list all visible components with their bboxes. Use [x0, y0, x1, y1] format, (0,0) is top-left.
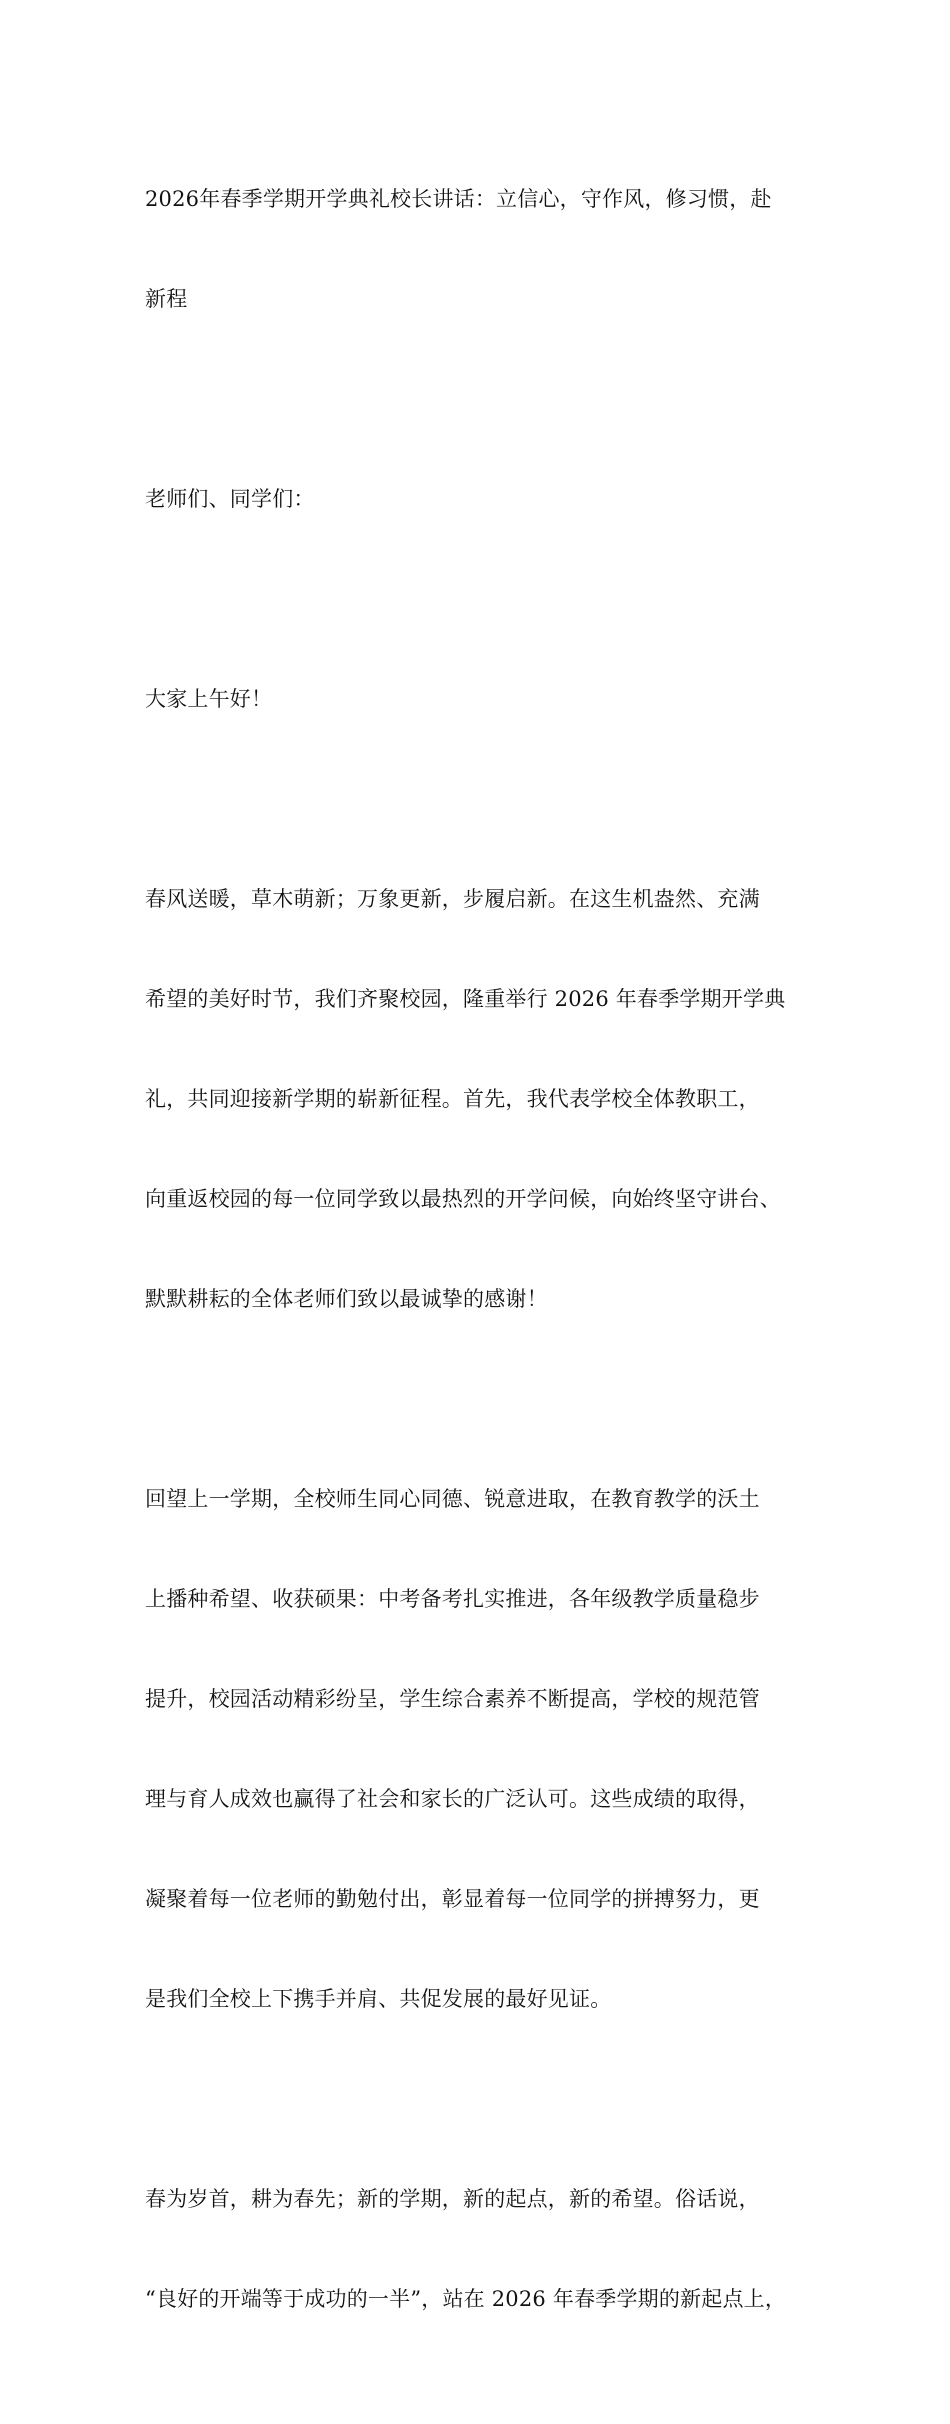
paragraph-spring	[145, 824, 825, 1374]
paragraph-line: “良好的开端等于成功的一半”，站在 2026 年春季学期的新起点上，	[145, 2287, 787, 2311]
paragraph-line: 向重返校园的每一位同学致以最热烈的开学问候，向始终坚守讲台、	[145, 1187, 781, 1211]
paragraph-line: 回望上一学期，全校师生同心同德、锐意进取，在教育教学的沃土	[145, 1487, 760, 1511]
paragraph-line: 春风送暖，草木萌新；万象更新，步履启新。在这生机盎然、充满	[145, 887, 760, 911]
paragraph-line: 默默耕耘的全体老师们致以最诚挚的感谢！	[145, 1287, 548, 1311]
paragraph-line: 凝聚着每一位老师的勤勉付出，彰显着每一位同学的拼搏努力，更	[145, 1887, 760, 1911]
paragraph-new-term	[145, 2124, 825, 2374]
paragraph-line: 上播种希望、收获硕果：中考备考扎实推进，各年级教学质量稳步	[145, 1587, 760, 1611]
document-body	[145, 124, 825, 2424]
paragraph-review	[145, 1424, 825, 2074]
greeting	[145, 624, 825, 774]
paragraph-line: 大家上午好！	[145, 687, 273, 711]
paragraph-line: 理与育人成效也赢得了社会和家长的广泛认可。这些成绩的取得，	[145, 1787, 760, 1811]
paragraph-line: 是我们全校上下携手并肩、共促发展的最好见证。	[145, 1987, 612, 2011]
paragraph-line: 春为岁首，耕为春先；新的学期，新的起点，新的希望。俗话说，	[145, 2187, 760, 2211]
title-line: 新程	[145, 287, 188, 311]
salutation	[145, 424, 825, 574]
title-line: 2026年春季学期开学典礼校长讲话：立信心，守作风，修习惯，赴	[145, 187, 772, 211]
paragraph-line: 希望的美好时节，我们齐聚校园，隆重举行 2026 年春季学期开学典	[145, 987, 786, 1011]
paragraph-line: 老师们、同学们：	[145, 487, 315, 511]
paragraph-line: 提升，校园活动精彩纷呈，学生综合素养不断提高，学校的规范管	[145, 1687, 760, 1711]
document-title	[145, 124, 825, 374]
paragraph-line: 礼，共同迎接新学期的崭新征程。首先，我代表学校全体教职工，	[145, 1087, 760, 1111]
